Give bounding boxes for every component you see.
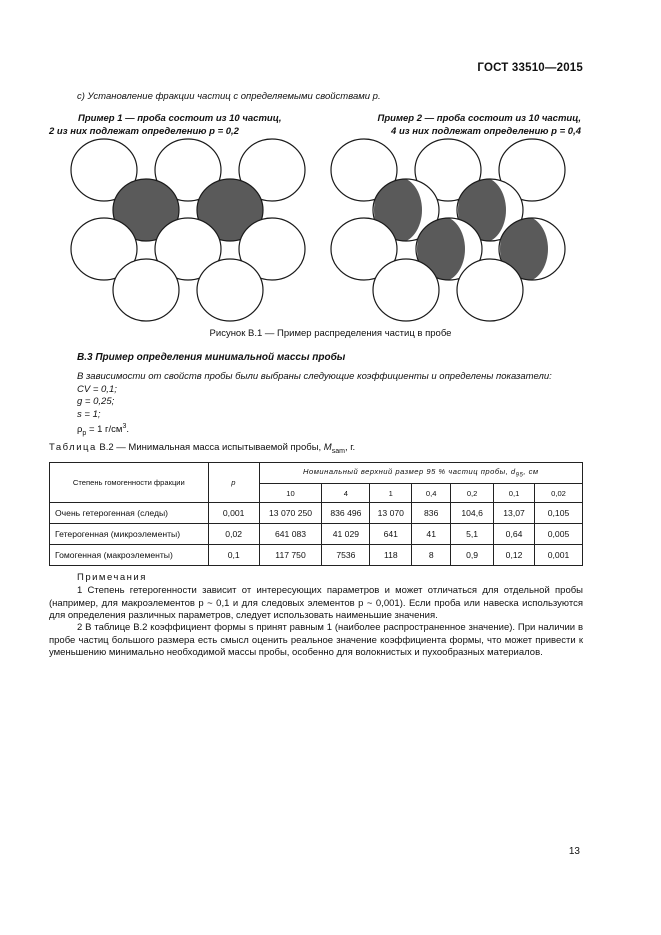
value-cell: 7536	[322, 545, 370, 566]
value-cell: 836	[412, 503, 451, 524]
notes-title: Примечания	[77, 572, 147, 583]
value-cell: 836 496	[322, 503, 370, 524]
value-cell: 13 070 250	[259, 503, 322, 524]
value-cell: 0,001	[535, 545, 583, 566]
value-cell: 41	[412, 524, 451, 545]
param-rho: $\rho_p = 1$ $г/см^3$.	[77, 423, 129, 438]
example-1-particles	[71, 139, 305, 321]
value-cell: 0,64	[494, 524, 535, 545]
value-cell: 5,1	[451, 524, 494, 545]
parameters-intro: В зависимости от свойств пробы были выбраны следующие коэффициенты и определены показатели:	[77, 371, 552, 382]
size-header: 10	[259, 484, 322, 503]
size-header: 0,4	[412, 484, 451, 503]
value-cell: 13,07	[494, 503, 535, 524]
standard-header: ГОСТ 33510—2015	[477, 62, 583, 74]
table-row	[50, 503, 583, 524]
note-1: 1 Степень гетерогенности зависит от интересующих параметров и может отличаться для отдельной пробы (например, для макроэлементов p ~ 0,1 и для следовых элементов p ~ 0,001). Если проба или навеска используются для определения различных параметров, следует использовать наименьшие значения.	[49, 585, 583, 621]
particle-distribution-figure	[0, 0, 661, 330]
particle-ex1-9	[113, 259, 179, 321]
value-cell: 0,005	[535, 524, 583, 545]
header-size: Номинальный верхний размер 95 % частиц пробы, $d_{95}$, см	[259, 463, 582, 484]
figure-caption: Рисунок В.1 — Пример распределения частиц в пробе	[209, 328, 452, 339]
value-cell: 0,12	[494, 545, 535, 566]
particle-ex2-8	[373, 259, 439, 321]
table-row	[50, 545, 583, 566]
value-cell: 118	[370, 545, 412, 566]
parameters-block	[77, 371, 597, 441]
header-fraction: Степень гомогенности фракции	[50, 463, 209, 503]
example-1-line-1: Пример 1 — проба состоит из 10 частиц,	[78, 113, 282, 124]
note-2: 2 В таблице В.2 коэффициент формы s принят равным 1 (наиболее распространенное значение). При наличии в пробе частиц большого размера есть смысл оценить реальное значение коэффициента формы, что может привести к уменьшению минимально необходимой массы пробы, особенно для волокнистых и пухообразных материалов.	[49, 622, 583, 658]
size-header: 0,1	[494, 484, 535, 503]
table-title: Таблица В.2 — Минимальная масса испытываемой пробы, $M_{sam}$, г.	[49, 442, 356, 455]
example-2-line-2: 4 из них подлежат определению p = 0,4	[391, 126, 581, 137]
value-cell: 41 029	[322, 524, 370, 545]
table-row	[50, 524, 583, 545]
fraction-cell: Гетерогенная (микроэлементы)	[50, 524, 209, 545]
p-cell: 0,1	[208, 545, 259, 566]
fraction-cell: Очень гетерогенная (следы)	[50, 503, 209, 524]
value-cell: 104,6	[451, 503, 494, 524]
fraction-cell: Гомогенная (макроэлементы)	[50, 545, 209, 566]
value-cell: 641 083	[259, 524, 322, 545]
p-cell: 0,001	[208, 503, 259, 524]
page-number: 13	[568, 846, 580, 857]
example-2-particles	[331, 139, 565, 321]
header-p: p	[208, 463, 259, 503]
value-cell: 0,9	[451, 545, 494, 566]
value-cell: 8	[412, 545, 451, 566]
intro-text: c) Установление фракции частиц с определяемыми свойствами p.	[77, 91, 381, 102]
size-header: 0,2	[451, 484, 494, 503]
min-mass-table	[49, 462, 583, 566]
size-header: 4	[322, 484, 370, 503]
value-cell: 0,105	[535, 503, 583, 524]
param-s: s = 1;	[77, 408, 101, 420]
size-header: 0,02	[535, 484, 583, 503]
example-2-line-1: Пример 2 — проба состоит из 10 частиц,	[377, 113, 581, 124]
example-1-line-2: 2 из них подлежат определению p = 0,2	[49, 126, 239, 137]
param-g: g = 0,25;	[77, 396, 115, 407]
particle-ex1-10	[197, 259, 263, 321]
value-cell: 13 070	[370, 503, 412, 524]
p-cell: 0,02	[208, 524, 259, 545]
param-cv: CV = 0,1;	[77, 383, 117, 395]
section-title: В.3 Пример определения минимальной массы пробы	[77, 352, 346, 363]
value-cell: 117 750	[259, 545, 322, 566]
particle-ex2-10	[457, 259, 523, 321]
size-header: 1	[370, 484, 412, 503]
value-cell: 641	[370, 524, 412, 545]
